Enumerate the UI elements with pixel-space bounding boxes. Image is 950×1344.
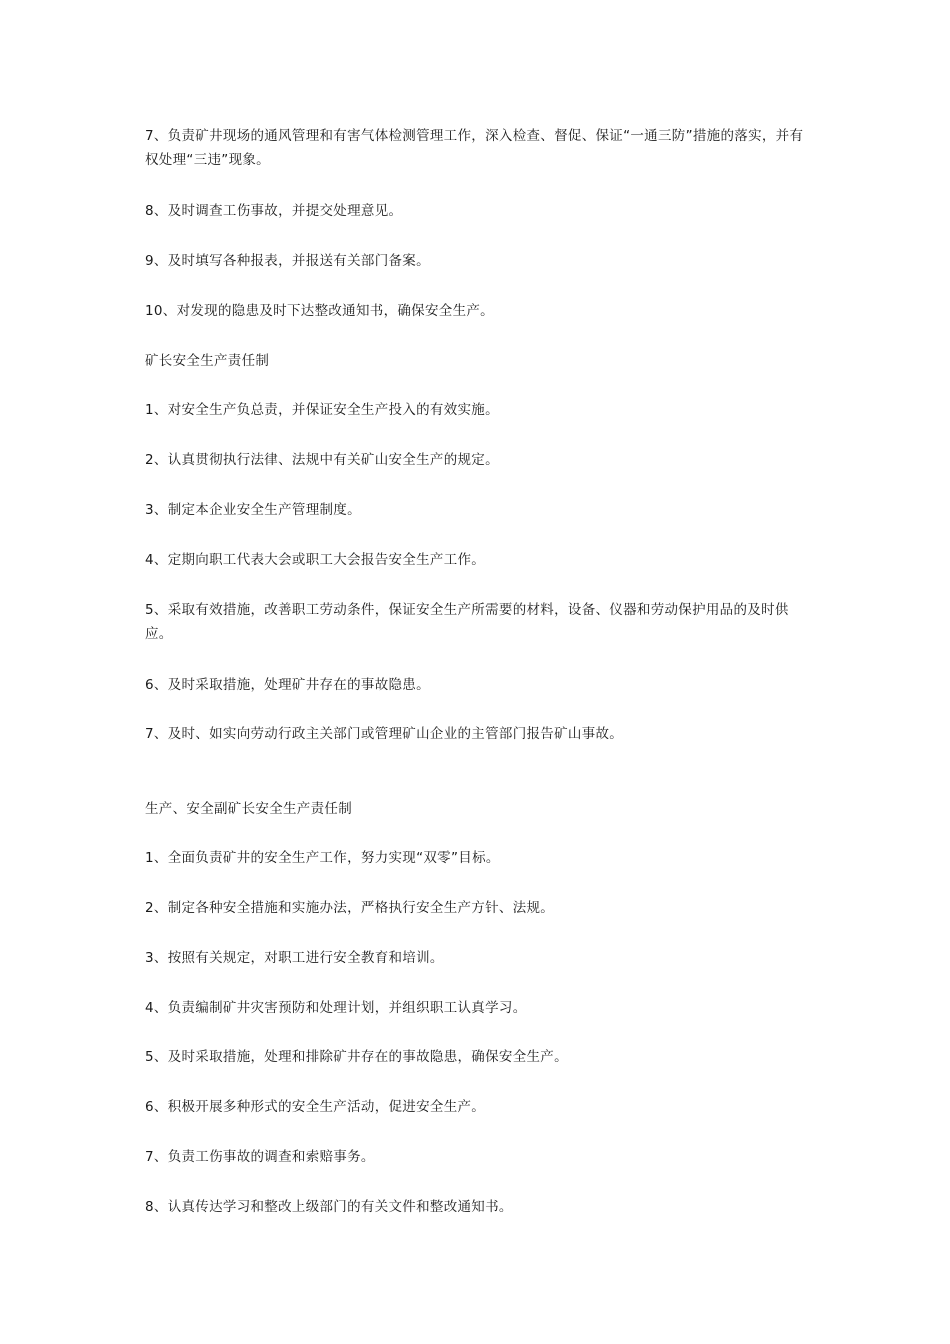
paragraph-injury-investigation: 8、及时调查工伤事故，并提交处理意见。 xyxy=(145,203,403,219)
paragraph-deputy-item-1: 1、全面负责矿井的安全生产工作，努力实现“双零”目标。 xyxy=(145,850,500,866)
paragraph-director-item-6: 6、及时采取措施，处理矿井存在的事故隐患。 xyxy=(145,677,430,693)
section-heading-mine-director: 矿长安全生产责任制 xyxy=(145,353,270,369)
paragraph-reports: 9、及时填写各种报表，并报送有关部门备案。 xyxy=(145,253,430,269)
paragraph-director-item-1: 1、对安全生产负总责，并保证安全生产投入的有效实施。 xyxy=(145,402,499,418)
paragraph-director-item-2: 2、认真贯彻执行法律、法规中有关矿山安全生产的规定。 xyxy=(145,452,499,468)
paragraph-deputy-item-4: 4、负责编制矿井灾害预防和处理计划，并组织职工认真学习。 xyxy=(145,1000,527,1016)
paragraph-deputy-item-6: 6、积极开展多种形式的安全生产活动，促进安全生产。 xyxy=(145,1099,486,1115)
paragraph-director-item-4: 4、定期向职工代表大会或职工大会报告安全生产工作。 xyxy=(145,552,486,568)
paragraph-deputy-item-8: 8、认真传达学习和整改上级部门的有关文件和整改通知书。 xyxy=(145,1199,513,1215)
paragraph-deputy-item-7: 7、负责工伤事故的调查和索赔事务。 xyxy=(145,1149,375,1165)
paragraph-ventilation-duty: 7、负责矿井现场的通风管理和有害气体检测管理工作，深入检查、督促、保证“一通三防”措施的落实，并有权处理“三违”现象。 xyxy=(145,128,804,168)
paragraph-rectification-notice: 10、对发现的隐患及时下达整改通知书，确保安全生产。 xyxy=(145,303,494,319)
section-heading-deputy-director: 生产、安全副矿长安全生产责任制 xyxy=(145,801,352,817)
paragraph-deputy-item-3: 3、按照有关规定，对职工进行安全教育和培训。 xyxy=(145,950,444,966)
paragraph-director-item-5: 5、采取有效措施，改善职工劳动条件，保证安全生产所需要的材料，设备、仪器和劳动保护用品的及时供应。 xyxy=(145,602,789,642)
paragraph-director-item-3: 3、制定本企业安全生产管理制度。 xyxy=(145,502,361,518)
paragraph-deputy-item-5: 5、及时采取措施，处理和排除矿井存在的事故隐患，确保安全生产。 xyxy=(145,1049,568,1065)
paragraph-deputy-item-2: 2、制定各种安全措施和实施办法，严格执行安全生产方针、法规。 xyxy=(145,900,555,916)
paragraph-director-item-7: 7、及时、如实向劳动行政主关部门或管理矿山企业的主管部门报告矿山事故。 xyxy=(145,726,624,742)
